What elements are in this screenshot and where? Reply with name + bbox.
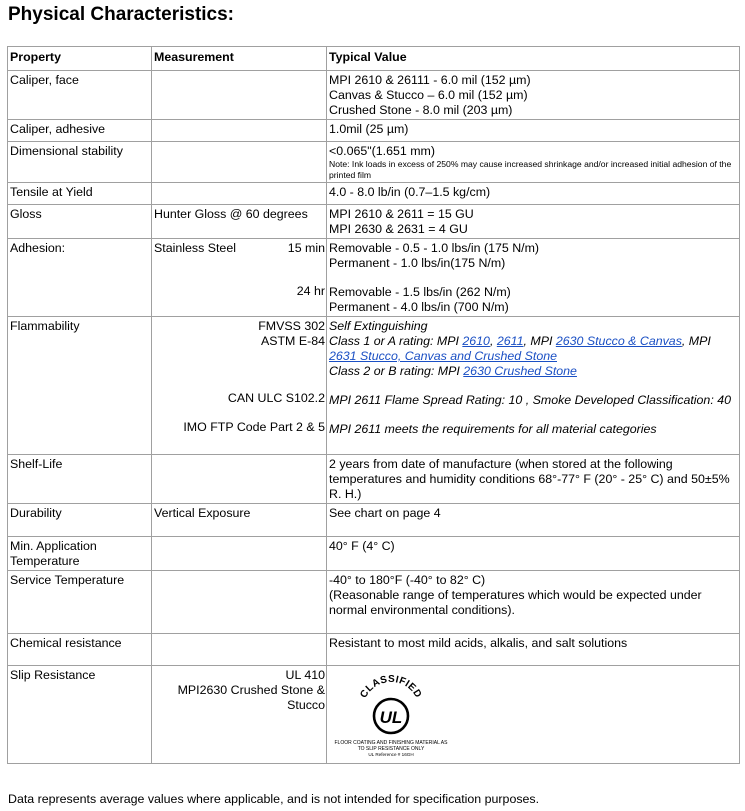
table-row xyxy=(8,504,740,537)
measurement-cell xyxy=(152,571,327,634)
table-row xyxy=(8,71,740,120)
value-cell: <0.065"(1.651 mm) Note: Ink loads in excess of 250% may cause increased shrinkage and/or increased initial adhesion of the printed film xyxy=(327,142,740,183)
ul-classified-seal-icon xyxy=(331,670,471,762)
table-row xyxy=(8,571,740,634)
value-cell: -40° to 180°F (-40° to 82° C) (Reasonable range of temperatures which would be expected under normal environmental conditions). xyxy=(327,571,740,634)
page-title: Physical Characteristics: xyxy=(8,4,235,25)
svg-text:UL: UL xyxy=(379,708,403,727)
table-row xyxy=(8,120,740,142)
measurement-cell: FMVSS 302 ASTM E-84 CAN ULC S102.2 IMO FTP Code Part 2 & 5 xyxy=(152,317,327,455)
value-cell: 40° F (4° C) xyxy=(327,537,740,571)
header-property: Property xyxy=(8,47,152,71)
value-cell: MPI 2610 & 26111 - 6.0 mil (152 µm) Canvas & Stucco – 6.0 mil (152 µm) Crushed Stone - 8.0 mil (203 µm) xyxy=(327,71,740,120)
svg-text:FLOOR COATING AND FINISHING MA: FLOOR COATING AND FINISHING MATERIAL AS xyxy=(334,740,448,746)
value-cell xyxy=(327,666,740,764)
svg-text:TO SLIP RESISTANCE ONLY: TO SLIP RESISTANCE ONLY xyxy=(357,746,425,752)
value-cell: Removable - 0.5 - 1.0 lbs/in (175 N/m) Permanent - 1.0 lbs/in(175 N/m) Removable - 1.5 lbs/in (262 N/m) Permanent - 4.0 lbs/in (700 N/m) xyxy=(327,239,740,317)
property-cell: Tensile at Yield xyxy=(8,183,152,205)
property-cell: Durability xyxy=(8,504,152,537)
value-cell: Resistant to most mild acids, alkalis, and salt solutions xyxy=(327,634,740,666)
value-cell: 4.0 - 8.0 lb/in (0.7–1.5 kg/cm) xyxy=(327,183,740,205)
link-mpi-2630-crushed-stone[interactable]: 2630 Crushed Stone xyxy=(463,364,577,378)
measurement-cell xyxy=(152,183,327,205)
header-value: Typical Value xyxy=(327,47,740,71)
measurement-cell xyxy=(152,71,327,120)
property-cell: Service Temperature xyxy=(8,571,152,634)
footer-disclaimer: Data represents average values where applicable, and is not intended for specification purposes. xyxy=(8,792,540,806)
measurement-cell: UL 410 MPI2630 Crushed Stone & Stucco xyxy=(152,666,327,764)
property-cell: Gloss xyxy=(8,205,152,239)
property-cell: Slip Resistance xyxy=(8,666,152,764)
measurement-cell xyxy=(152,537,327,571)
table-row xyxy=(8,205,740,239)
measurement-cell xyxy=(152,634,327,666)
property-cell: Adhesion: xyxy=(8,239,152,317)
table-row xyxy=(8,455,740,504)
property-cell: Flammability xyxy=(8,317,152,455)
measurement-cell: Hunter Gloss @ 60 degrees xyxy=(152,205,327,239)
property-cell: Caliper, face xyxy=(8,71,152,120)
value-cell: See chart on page 4 xyxy=(327,504,740,537)
table-row xyxy=(8,537,740,571)
link-mpi-2631[interactable]: 2631 Stucco, Canvas and Crushed Stone xyxy=(329,349,557,363)
table-row xyxy=(8,183,740,205)
measurement-cell xyxy=(152,142,327,183)
measurement-cell: Stainless Steel 15 min 24 hr xyxy=(152,239,327,317)
value-cell: 1.0mil (25 µm) xyxy=(327,120,740,142)
table-row xyxy=(8,634,740,666)
measurement-cell: Vertical Exposure xyxy=(152,504,327,537)
property-cell: Min. Application Temperature xyxy=(8,537,152,571)
table-row xyxy=(8,666,740,764)
note-text: Note: Ink loads in excess of 250% may cause increased shrinkage and/or increased initial adhesion of the printed film xyxy=(329,159,732,180)
value-cell: MPI 2610 & 2611 = 15 GU MPI 2630 & 2631 = 4 GU xyxy=(327,205,740,239)
link-mpi-2611[interactable]: 2611 xyxy=(496,334,524,348)
value-cell: Self Extinguishing Class 1 or A rating: MPI 2610, 2611, MPI 2630 Stucco & Canvas, MPI 2631 Stucco, Canvas and Crushed Stone Class 2 or B rating: MPI 2630 Crushed Stone MPI 2611 Flame Spread Rating: 10 , Smoke Developed Classification: 40 MPI 2611 meets the requirements for all material categories xyxy=(327,317,740,455)
physical-characteristics-table xyxy=(7,46,740,764)
measurement-cell xyxy=(152,120,327,142)
svg-text:UL Reference # 16GH: UL Reference # 16GH xyxy=(368,752,414,757)
value-cell: 2 years from date of manufacture (when stored at the following temperatures and humidity conditions 68°-77° F (20° - 25° C) and 50±5% R. H.) xyxy=(327,455,740,504)
table-header-row xyxy=(8,47,740,71)
header-measurement: Measurement xyxy=(152,47,327,71)
table-row xyxy=(8,317,740,455)
table-row xyxy=(8,142,740,183)
property-cell: Shelf-Life xyxy=(8,455,152,504)
table-row xyxy=(8,239,740,317)
link-mpi-2630-stucco-canvas[interactable]: 2630 Stucco & Canvas xyxy=(555,334,682,348)
link-mpi-2610[interactable]: 2610 xyxy=(462,334,490,348)
property-cell: Dimensional stability xyxy=(8,142,152,183)
property-cell: Chemical resistance xyxy=(8,634,152,666)
property-cell: Caliper, adhesive xyxy=(8,120,152,142)
svg-text:CLASSIFIED: CLASSIFIED xyxy=(358,673,424,701)
measurement-cell xyxy=(152,455,327,504)
